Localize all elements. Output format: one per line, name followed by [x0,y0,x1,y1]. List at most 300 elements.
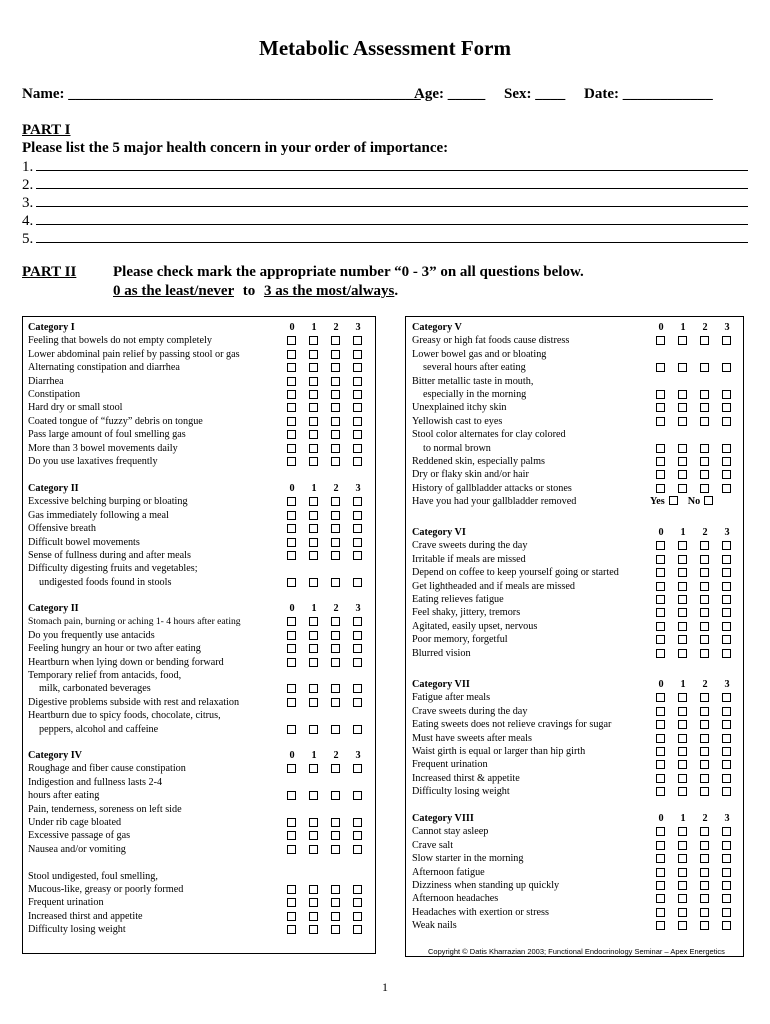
rating-checkbox[interactable] [331,912,340,921]
rating-checkbox[interactable] [656,390,665,399]
rating-checkbox[interactable] [353,363,362,372]
rating-checkbox[interactable] [331,898,340,907]
rating-checkbox[interactable] [678,841,687,850]
rating-checkbox[interactable] [309,631,318,640]
rating-checkbox[interactable] [722,608,731,617]
rating-checkbox[interactable] [331,925,340,934]
rating-checkbox[interactable] [678,336,687,345]
rating-checkbox[interactable] [353,684,362,693]
rating-checkbox[interactable] [656,760,665,769]
rating-checkbox[interactable] [353,617,362,626]
rating-checkbox[interactable] [678,622,687,631]
rating-checkbox[interactable] [331,417,340,426]
rating-checkbox[interactable] [287,457,296,466]
rating-checkbox[interactable] [353,631,362,640]
concern-blank[interactable] [36,229,748,243]
question-row [28,682,368,695]
rating-checkbox[interactable] [353,403,362,412]
rating-checkbox[interactable] [353,430,362,439]
rating-checkbox[interactable] [678,417,687,426]
rating-checkbox[interactable] [353,725,362,734]
rating-checkbox[interactable] [722,693,731,702]
rating-checkbox[interactable] [353,350,362,359]
question-text: Difficulty losing weight [412,786,510,798]
scale-number: 0 [658,679,664,690]
rating-checkbox[interactable] [331,617,340,626]
rating-checkbox[interactable] [678,363,687,372]
rating-checkbox[interactable] [287,818,296,827]
rating-checkbox[interactable] [331,363,340,372]
rating-checkbox[interactable] [700,336,709,345]
rating-checkbox[interactable] [722,747,731,756]
rating-checkbox[interactable] [700,841,709,850]
rating-checkbox[interactable] [309,497,318,506]
rating-checkbox[interactable] [287,417,296,426]
rating-checkbox[interactable] [309,551,318,560]
rating-checkbox[interactable] [331,764,340,773]
rating-checkbox[interactable] [678,908,687,917]
rating-checkbox[interactable] [656,894,665,903]
rating-checkbox[interactable] [331,684,340,693]
rating-checkbox[interactable] [287,644,296,653]
rating-checkbox[interactable] [656,734,665,743]
no-label: No [687,496,701,508]
rating-checkbox[interactable] [722,363,731,372]
rating-checkbox[interactable] [678,444,687,453]
rating-checkbox[interactable] [700,403,709,412]
rating-checkbox[interactable] [678,760,687,769]
rating-checkbox[interactable] [309,698,318,707]
rating-checkbox[interactable] [309,912,318,921]
rating-checkbox[interactable] [309,390,318,399]
question-text: Alternating constipation and diarrhea [28,362,180,374]
rating-checkbox[interactable] [309,725,318,734]
rating-checkbox[interactable] [309,898,318,907]
rating-checkbox[interactable] [722,921,731,930]
rating-checkbox[interactable] [331,818,340,827]
rating-checkbox[interactable] [287,658,296,667]
rating-checkbox[interactable] [722,568,731,577]
rating-checkbox[interactable] [353,538,362,547]
rating-checkbox[interactable] [700,734,709,743]
rating-checkbox[interactable] [331,336,340,345]
rating-checkbox[interactable] [287,885,296,894]
rating-checkbox[interactable] [656,635,665,644]
rating-checkbox[interactable] [309,831,318,840]
rating-checkbox[interactable] [700,582,709,591]
rating-checkbox[interactable] [700,921,709,930]
rating-checkbox[interactable] [656,417,665,426]
rating-checkbox[interactable] [678,707,687,716]
rating-checkbox[interactable] [353,497,362,506]
no-checkbox[interactable] [704,496,713,505]
rating-checkbox[interactable] [309,658,318,667]
rating-checkbox[interactable] [353,417,362,426]
rating-checkbox[interactable] [353,644,362,653]
question-text: Mucous-like, greasy or poorly formed [28,883,184,895]
rating-checkbox[interactable] [656,457,665,466]
rating-checkbox[interactable] [309,430,318,439]
rating-checkbox[interactable] [722,555,731,564]
rating-checkbox[interactable] [656,363,665,372]
rating-checkbox[interactable] [678,470,687,479]
health-concern-line[interactable] [22,211,748,230]
rating-checkbox[interactable] [287,336,296,345]
rating-checkbox[interactable] [722,582,731,591]
rating-checkbox[interactable] [287,925,296,934]
rating-checkbox[interactable] [309,644,318,653]
rating-checkbox[interactable] [678,854,687,863]
category-header [412,678,738,691]
rating-checkbox[interactable] [700,854,709,863]
rating-checkbox[interactable] [656,568,665,577]
rating-checkbox[interactable] [309,511,318,520]
rating-checkbox[interactable] [309,764,318,773]
rating-checkbox[interactable] [309,684,318,693]
rating-checkbox[interactable] [331,497,340,506]
part2-instruction: Please check mark the appropriate number “0 - 3” on all questions below. [113,264,584,280]
rating-checkbox[interactable] [678,555,687,564]
rating-checkbox[interactable] [656,649,665,658]
rating-checkbox[interactable] [353,457,362,466]
rating-checkbox[interactable] [722,841,731,850]
health-concern-line[interactable] [22,157,748,176]
rating-checkbox[interactable] [353,818,362,827]
rating-checkbox[interactable] [287,551,296,560]
rating-checkbox[interactable] [331,885,340,894]
rating-checkbox[interactable] [287,350,296,359]
rating-checkbox[interactable] [700,595,709,604]
rating-checkbox[interactable] [722,444,731,453]
rating-checkbox[interactable] [678,693,687,702]
rating-checkbox[interactable] [722,390,731,399]
question-row [28,334,368,347]
rating-checkbox[interactable] [722,417,731,426]
rating-checkbox[interactable] [309,538,318,547]
rating-checkbox[interactable] [287,831,296,840]
rating-checkbox[interactable] [353,524,362,533]
rating-checkbox[interactable] [678,595,687,604]
rating-checkbox[interactable] [309,403,318,412]
rating-checkbox[interactable] [309,350,318,359]
rating-checkbox[interactable] [331,551,340,560]
rating-checkbox[interactable] [678,635,687,644]
rating-checkbox[interactable] [656,622,665,631]
rating-checkbox[interactable] [700,555,709,564]
rating-checkbox[interactable] [656,827,665,836]
rating-checkbox[interactable] [656,555,665,564]
age-label: Age: [414,86,444,102]
rating-checkbox[interactable] [309,617,318,626]
rating-checkbox[interactable] [287,363,296,372]
rating-checkbox[interactable] [331,457,340,466]
rating-checkbox[interactable] [331,511,340,520]
rating-checkbox[interactable] [287,578,296,587]
rating-checkbox[interactable] [287,511,296,520]
rating-checkbox[interactable] [287,684,296,693]
rating-checkbox[interactable] [331,390,340,399]
rating-checkbox[interactable] [700,760,709,769]
rating-checkbox[interactable] [700,470,709,479]
rating-checkbox[interactable] [353,885,362,894]
rating-checkbox[interactable] [309,925,318,934]
rating-checkbox[interactable] [678,608,687,617]
rating-checkbox[interactable] [678,457,687,466]
rating-checkbox[interactable] [722,894,731,903]
rating-checkbox[interactable] [353,336,362,345]
rating-checkbox[interactable] [287,444,296,453]
rating-checkbox[interactable] [678,921,687,930]
sex-field[interactable] [504,86,565,103]
rating-checkbox[interactable] [722,854,731,863]
rating-checkbox[interactable] [287,497,296,506]
age-field[interactable] [414,86,485,103]
rating-checkbox[interactable] [700,622,709,631]
rating-checkbox[interactable] [700,747,709,756]
rating-checkbox[interactable] [331,403,340,412]
rating-checkbox[interactable] [678,720,687,729]
rating-checkbox[interactable] [331,377,340,386]
rating-checkbox[interactable] [331,430,340,439]
rating-checkbox[interactable] [722,457,731,466]
rating-checkbox[interactable] [656,470,665,479]
rating-checkbox[interactable] [331,698,340,707]
rating-checkbox[interactable] [309,444,318,453]
rating-checkbox[interactable] [656,693,665,702]
rating-checkbox[interactable] [678,403,687,412]
concern-blank[interactable] [36,175,748,189]
rating-checkbox[interactable] [287,791,296,800]
rating-checkbox[interactable] [287,845,296,854]
rating-checkbox[interactable] [700,568,709,577]
rating-checkbox[interactable] [353,912,362,921]
rating-checkbox[interactable] [287,524,296,533]
rating-checkbox[interactable] [353,511,362,520]
rating-checkbox[interactable] [287,430,296,439]
rating-checkbox[interactable] [678,747,687,756]
rating-checkbox[interactable] [309,377,318,386]
rating-checkbox[interactable] [353,390,362,399]
rating-checkbox[interactable] [678,894,687,903]
rating-checkbox[interactable] [309,885,318,894]
rating-checkbox[interactable] [287,631,296,640]
rating-checkbox[interactable] [287,377,296,386]
date-field[interactable] [584,86,713,103]
health-concern-line[interactable] [22,193,748,212]
rating-checkbox[interactable] [331,831,340,840]
health-concern-line[interactable] [22,229,748,248]
question-text: Roughage and fiber cause constipation [28,763,186,775]
scale-number: 0 [289,750,295,761]
rating-checkbox[interactable] [331,791,340,800]
rating-checkbox[interactable] [656,854,665,863]
rating-checkbox[interactable] [353,377,362,386]
question-row [28,923,368,936]
rating-checkbox[interactable] [700,720,709,729]
rating-checkbox[interactable] [700,484,709,493]
rating-checkbox[interactable] [353,845,362,854]
scale-number: 2 [333,322,339,333]
rating-checkbox[interactable] [656,608,665,617]
rating-checkbox[interactable] [287,764,296,773]
rating-checkbox[interactable] [331,845,340,854]
rating-checkbox[interactable] [353,925,362,934]
rating-checkbox[interactable] [678,827,687,836]
rating-checkbox[interactable] [353,831,362,840]
rating-checkbox[interactable] [287,538,296,547]
rating-checkbox[interactable] [656,881,665,890]
rating-checkbox[interactable] [722,484,731,493]
rating-checkbox[interactable] [309,791,318,800]
rating-checkbox[interactable] [700,457,709,466]
category-title: Category VIII [412,813,474,824]
rating-checkbox[interactable] [656,541,665,550]
rating-checkbox[interactable] [309,417,318,426]
rating-checkbox[interactable] [700,827,709,836]
rating-checkbox[interactable] [353,898,362,907]
rating-checkbox[interactable] [353,658,362,667]
rating-checkbox[interactable] [353,444,362,453]
rating-checkbox[interactable] [700,868,709,877]
yes-checkbox[interactable] [669,496,678,505]
rating-checkbox[interactable] [722,760,731,769]
rating-checkbox[interactable] [722,541,731,550]
health-concern-line[interactable] [22,175,748,194]
rating-checkbox[interactable] [678,774,687,783]
rating-checkbox[interactable] [309,578,318,587]
rating-checkbox[interactable] [722,403,731,412]
rating-checkbox[interactable] [656,747,665,756]
rating-checkbox[interactable] [287,698,296,707]
rating-checkbox[interactable] [700,608,709,617]
rating-checkbox[interactable] [700,881,709,890]
rating-checkbox[interactable] [722,908,731,917]
concern-blank[interactable] [36,157,748,171]
rating-checkbox[interactable] [656,595,665,604]
rating-checkbox[interactable] [331,524,340,533]
category-section [412,678,738,799]
rating-checkbox[interactable] [287,617,296,626]
rating-checkbox[interactable] [722,336,731,345]
rating-checkbox[interactable] [331,538,340,547]
rating-checkbox[interactable] [309,524,318,533]
rating-checkbox[interactable] [722,649,731,658]
rating-checkbox[interactable] [700,787,709,796]
rating-checkbox[interactable] [287,725,296,734]
rating-checkbox[interactable] [700,774,709,783]
rating-checkbox[interactable] [331,444,340,453]
rating-checkbox[interactable] [722,595,731,604]
rating-checkbox[interactable] [309,336,318,345]
rating-checkbox[interactable] [678,787,687,796]
question-row [28,803,368,816]
rating-checkbox[interactable] [309,818,318,827]
rating-checkbox[interactable] [700,635,709,644]
rating-checkbox[interactable] [656,336,665,345]
rating-checkbox[interactable] [353,698,362,707]
concern-blank[interactable] [36,193,748,207]
rating-checkbox[interactable] [700,894,709,903]
rating-checkbox[interactable] [656,484,665,493]
rating-checkbox[interactable] [656,868,665,877]
rating-checkbox[interactable] [656,921,665,930]
rating-checkbox[interactable] [678,649,687,658]
rating-checkbox[interactable] [722,707,731,716]
rating-checkbox[interactable] [722,868,731,877]
concern-blank[interactable] [36,211,748,225]
rating-checkbox[interactable] [722,622,731,631]
rating-checkbox[interactable] [656,707,665,716]
rating-checkbox[interactable] [722,720,731,729]
rating-checkbox[interactable] [678,868,687,877]
rating-checkbox[interactable] [700,363,709,372]
rating-checkbox[interactable] [309,457,318,466]
rating-checkbox[interactable] [678,582,687,591]
rating-checkbox[interactable] [287,390,296,399]
rating-checkbox[interactable] [353,551,362,560]
rating-checkbox[interactable] [722,881,731,890]
rating-checkbox[interactable] [678,734,687,743]
rating-checkbox[interactable] [287,403,296,412]
rating-checkbox[interactable] [700,390,709,399]
rating-checkbox[interactable] [353,791,362,800]
rating-checkbox[interactable] [309,363,318,372]
rating-checkbox[interactable] [722,470,731,479]
rating-checkbox[interactable] [656,908,665,917]
rating-checkbox[interactable] [722,635,731,644]
rating-checkbox[interactable] [700,444,709,453]
rating-checkbox[interactable] [722,774,731,783]
rating-checkbox[interactable] [656,720,665,729]
rating-checkbox[interactable] [331,725,340,734]
rating-checkbox[interactable] [656,774,665,783]
rating-checkbox[interactable] [722,787,731,796]
rating-checkbox[interactable] [656,403,665,412]
rating-checkbox[interactable] [722,827,731,836]
rating-checkbox[interactable] [700,693,709,702]
rating-checkbox[interactable] [331,644,340,653]
rating-checkbox[interactable] [331,350,340,359]
rating-checkbox[interactable] [656,582,665,591]
rating-checkbox[interactable] [656,787,665,796]
rating-checkbox[interactable] [678,484,687,493]
rating-checkbox[interactable] [353,764,362,773]
rating-checkbox[interactable] [678,390,687,399]
rating-checkbox[interactable] [700,417,709,426]
rating-checkbox[interactable] [287,912,296,921]
rating-checkbox[interactable] [700,908,709,917]
rating-checkbox[interactable] [353,578,362,587]
rating-checkbox[interactable] [700,541,709,550]
rating-checkbox[interactable] [722,734,731,743]
name-field[interactable] [22,86,421,103]
rating-checkbox[interactable] [309,845,318,854]
rating-checkbox[interactable] [678,541,687,550]
rating-checkbox[interactable] [700,707,709,716]
rating-checkbox[interactable] [678,568,687,577]
rating-checkbox[interactable] [700,649,709,658]
rating-checkbox[interactable] [656,841,665,850]
rating-checkbox[interactable] [331,578,340,587]
question-row [412,825,738,838]
rating-checkbox[interactable] [656,444,665,453]
question-row [28,415,368,428]
rating-checkbox[interactable] [331,658,340,667]
rating-checkbox[interactable] [678,881,687,890]
scale-number: 1 [680,527,686,538]
rating-checkbox[interactable] [287,898,296,907]
rating-checkbox[interactable] [331,631,340,640]
